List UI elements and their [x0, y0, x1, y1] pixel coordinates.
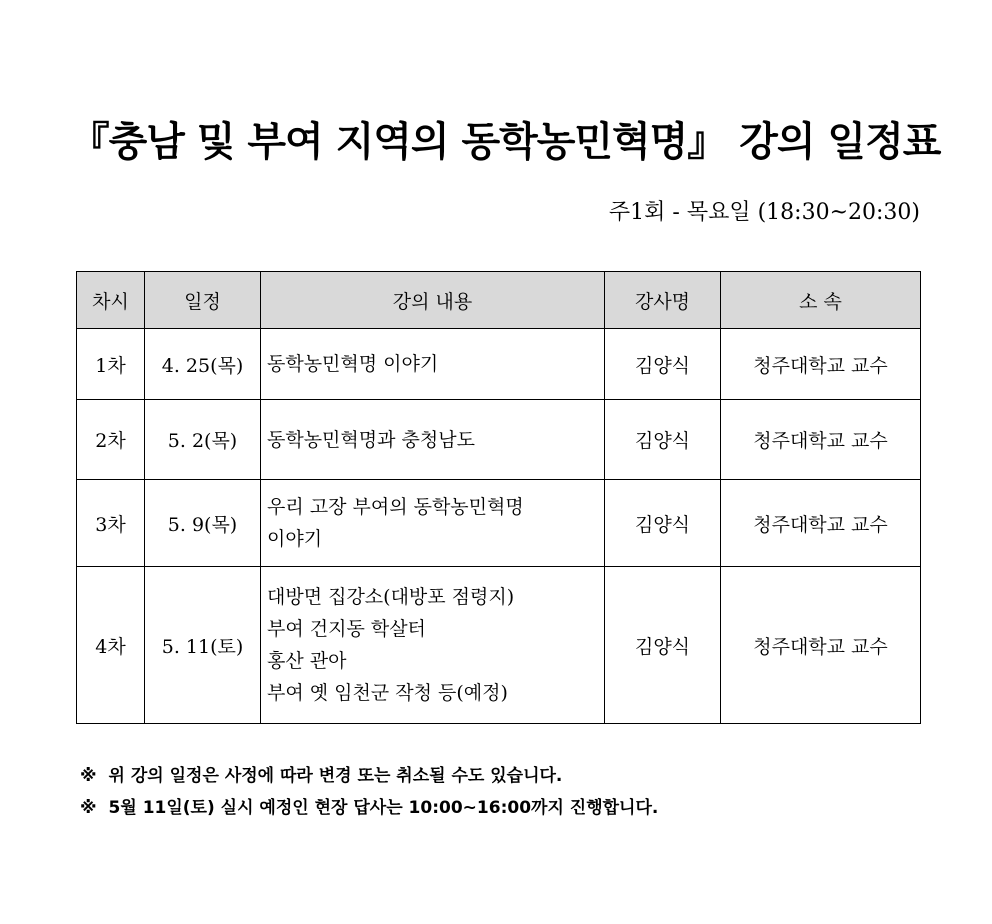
- content-line: 동학농민혁명과 충청남도: [267, 428, 475, 451]
- header-date: 일정: [145, 272, 261, 329]
- session-cell: 4차: [77, 567, 145, 724]
- date-cell: 5. 11(토): [145, 567, 261, 724]
- content-line: 부여 옛 임천군 작청 등(예정): [267, 682, 508, 704]
- affiliation-cell: 청주대학교 교수: [721, 400, 921, 480]
- header-instructor: 강사명: [605, 272, 721, 329]
- table-row: [77, 400, 921, 480]
- content-cell: [261, 329, 605, 400]
- session-cell: 2차: [77, 400, 145, 480]
- date-cell: 5. 9(목): [145, 480, 261, 567]
- lecture-schedule-table: [76, 271, 921, 724]
- schedule-frequency: 주1회 - 목요일 (18:30~20:30): [608, 200, 920, 225]
- content-cell: [261, 400, 605, 480]
- note-item: [80, 792, 658, 824]
- affiliation-cell: 청주대학교 교수: [721, 567, 921, 724]
- header-session: 차시: [77, 272, 145, 329]
- table-row: [77, 480, 921, 567]
- content-line: 동학농민혁명 이야기: [267, 353, 439, 375]
- content-line: 부여 건지동 학살터: [267, 618, 426, 640]
- note-text: 위 강의 일정은 사정에 따라 변경 또는 취소될 수도 있습니다.: [108, 766, 563, 786]
- affiliation-cell: 청주대학교 교수: [721, 480, 921, 567]
- instructor-cell: 김양식: [605, 567, 721, 724]
- header-content: 강의 내용: [261, 272, 605, 329]
- instructor-cell: 김양식: [605, 329, 721, 400]
- header-affiliation: 소 속: [721, 272, 921, 329]
- date-cell: 4. 25(목): [145, 329, 261, 400]
- instructor-cell: 김양식: [605, 480, 721, 567]
- note-text: 5월 11일(토) 실시 예정인 현장 답사는 10:00~16:00까지 진행합니다.: [108, 798, 659, 818]
- date-cell: 5. 2(목): [145, 400, 261, 480]
- content-line: 대방면 집강소(대방포 점령지): [267, 586, 515, 608]
- instructor-cell: 김양식: [605, 400, 721, 480]
- reference-mark: ※: [80, 798, 97, 818]
- content-line: 이야기: [267, 528, 323, 550]
- table-header-row: [77, 272, 921, 329]
- content-line: 홍산 관아: [267, 650, 347, 672]
- table-row: [77, 567, 921, 724]
- affiliation-cell: 청주대학교 교수: [721, 329, 921, 400]
- page-title: 『충남 및 부여 지역의 동학농민혁명』 강의 일정표: [69, 119, 941, 165]
- note-item: [80, 760, 658, 792]
- content-line: 우리 고장 부여의 동학농민혁명: [267, 496, 524, 518]
- reference-mark: ※: [80, 766, 97, 786]
- session-cell: 1차: [77, 329, 145, 400]
- session-cell: 3차: [77, 480, 145, 567]
- content-cell: [261, 480, 605, 567]
- table-row: [77, 329, 921, 400]
- content-cell: [261, 567, 605, 724]
- notes-section: [80, 760, 658, 824]
